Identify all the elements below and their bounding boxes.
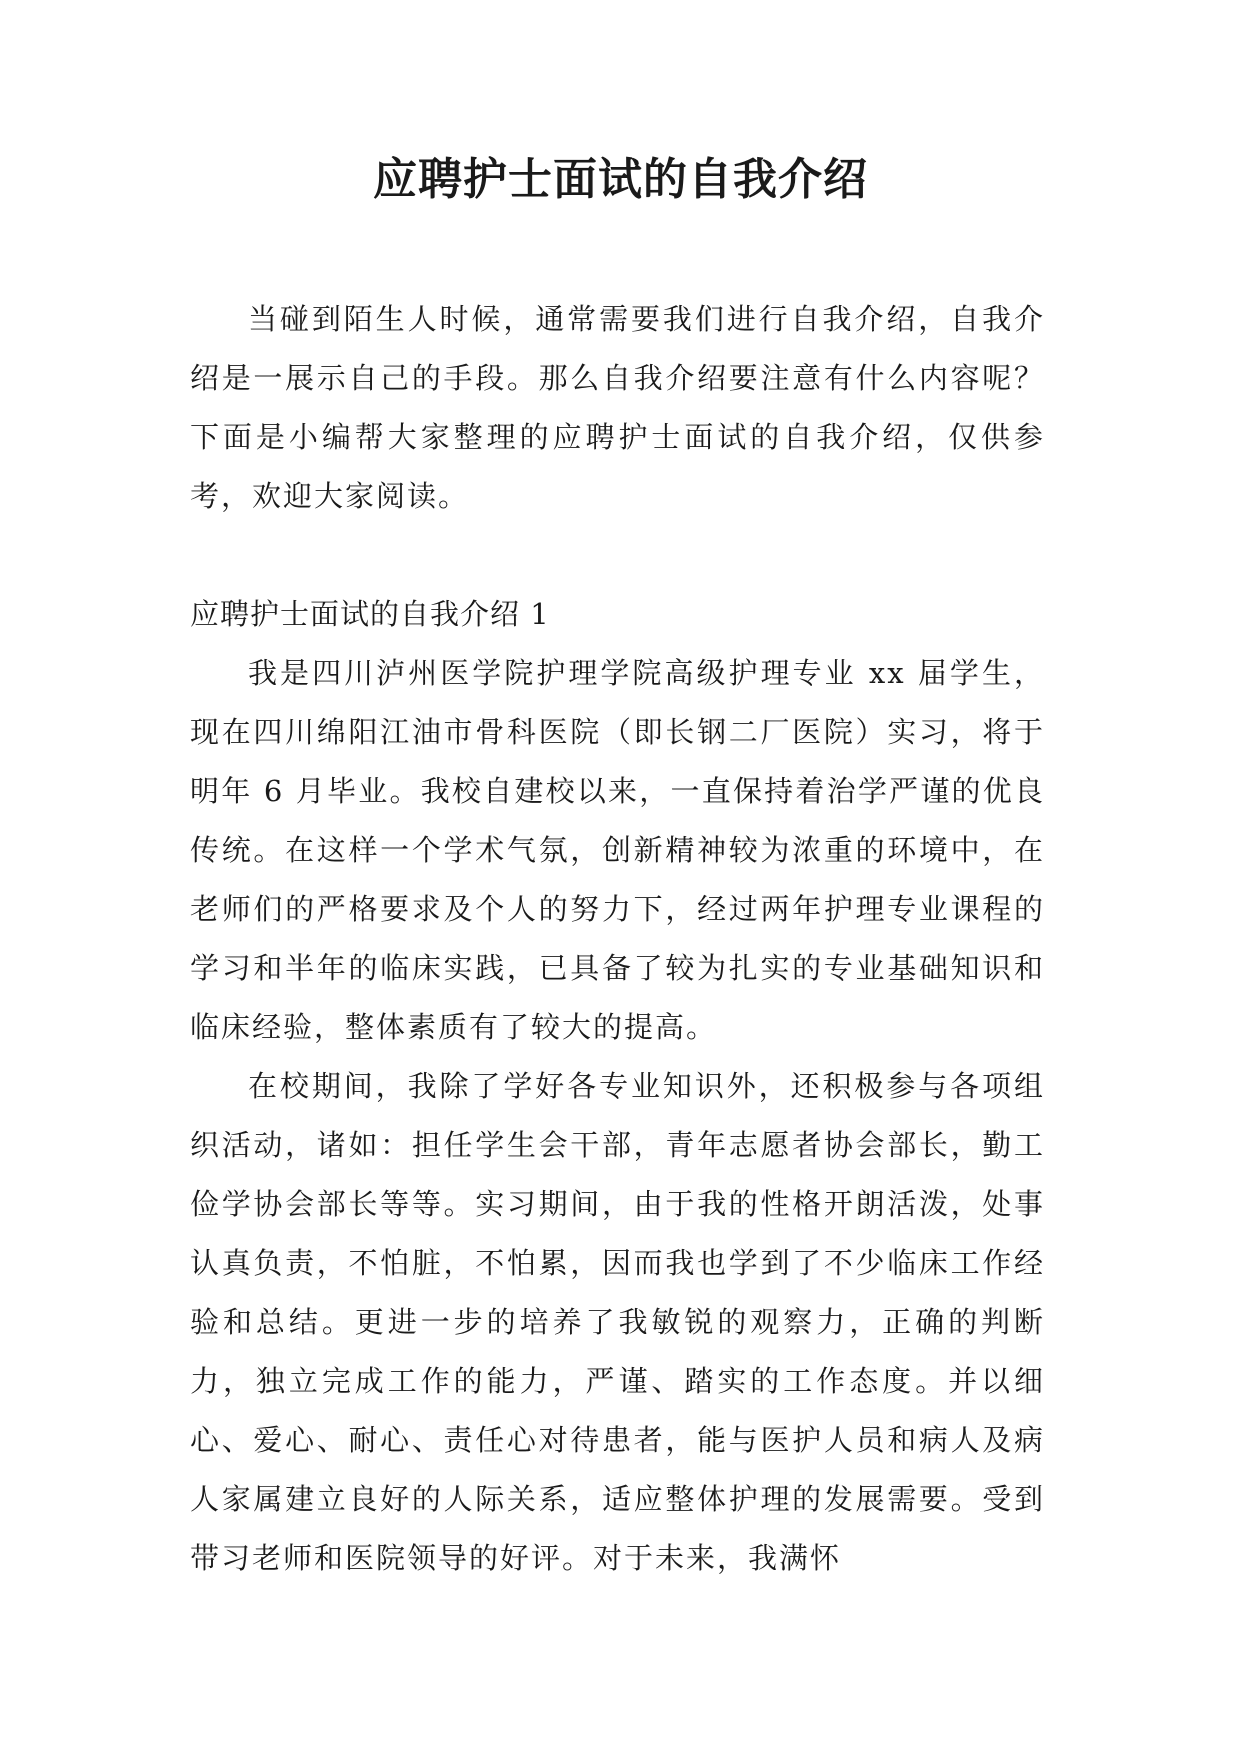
intro-paragraph: 当碰到陌生人时候，通常需要我们进行自我介绍，自我介绍是一展示自己的手段。那么自我介绍要注意有什么内容呢？下面是小编帮大家整理的应聘护士面试的自我介绍，仅供参考，欢迎大家阅读。 [190,302,1045,513]
document-title: 应聘护士面试的自我介绍 [373,154,868,205]
document-body [190,290,1045,1588]
section-heading: 应聘护士面试的自我介绍 1 [190,597,550,631]
body-paragraph: 我是四川泸州医学院护理学院高级护理专业 xx 届学生，现在四川绵阳江油市骨科医院（即长钢二厂医院）实习，将于明年 6 月毕业。我校自建校以来，一直保持着治学严谨的优良传统。在这样一个学术气氛，创新精神较为浓重的环境中，在老师们的严格要求及个人的努力下，经过两年护理专业课程的学习和半年的临床实践，已具备了较为扎实的专业基础知识和临床经验，整体素质有了较大的提高。 [190,656,1045,1044]
body-paragraph: 在校期间，我除了学好各专业知识外，还积极参与各项组织活动，诸如：担任学生会干部，青年志愿者协会部长，勤工俭学协会部长等等。实习期间，由于我的性格开朗活泼，处事认真负责，不怕脏，不怕累，因而我也学到了不少临床工作经验和总结。更进一步的培养了我敏锐的观察力，正确的判断力，独立完成工作的能力，严谨、踏实的工作态度。并以细心、爱心、耐心、责任心对待患者，能与医护人员和病人及病人家属建立良好的人际关系，适应整体护理的发展需要。受到带习老师和医院领导的好评。对于未来，我满怀 [190,1069,1045,1575]
